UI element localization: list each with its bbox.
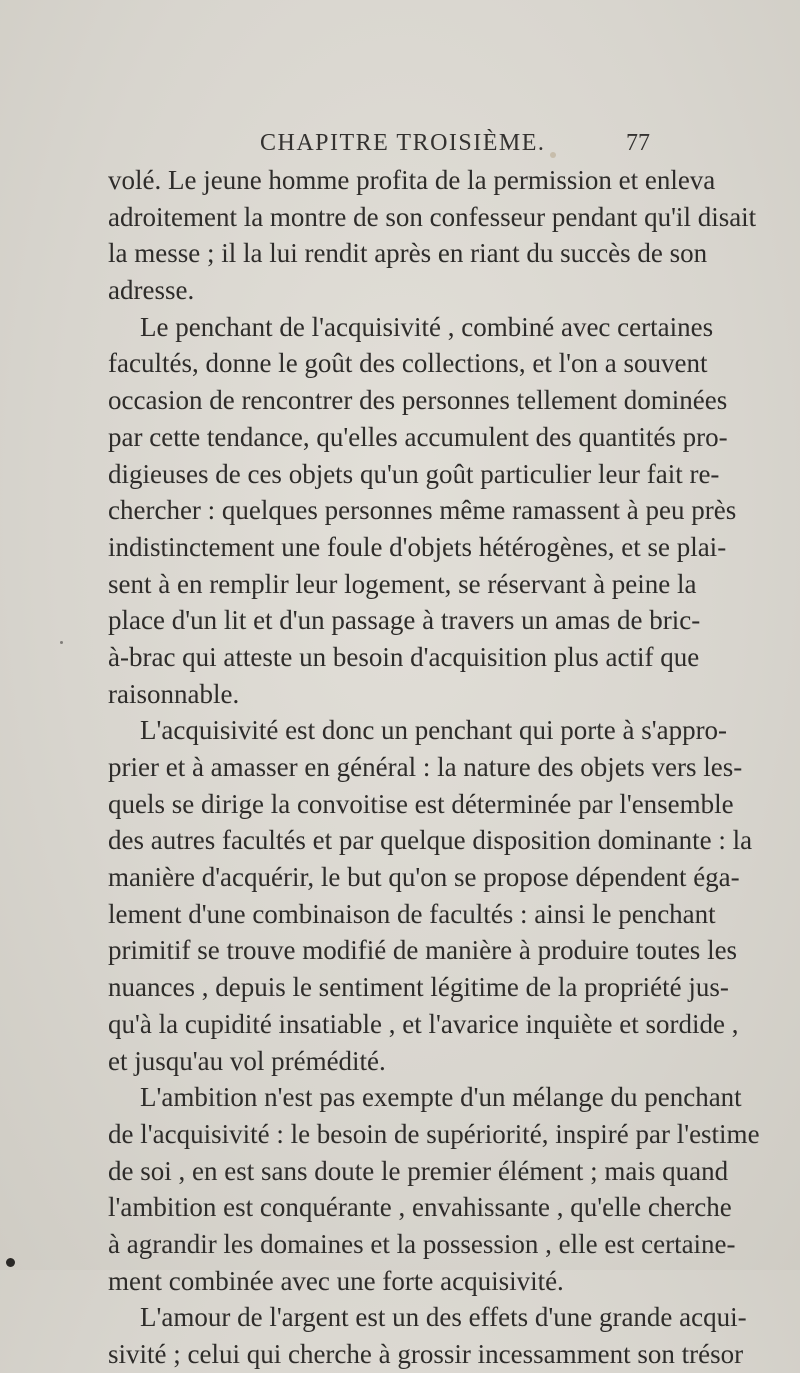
body-text	[108, 162, 760, 1373]
text-line: Le penchant de l'acquisivité , combiné avec certaines	[140, 311, 714, 342]
text-line: qu'à la cupidité insatiable , et l'avarice inquiète et sordide ,	[108, 1008, 739, 1039]
text-line: sent à en remplir leur logement, se réservant à peine la	[108, 568, 697, 599]
text-line: indistinctement une foule d'objets hétérogènes, et se plai-	[108, 531, 727, 562]
text-line: lement d'une combinaison de facultés : ainsi le penchant	[108, 898, 716, 929]
text-line: par cette tendance, qu'elles accumulent des quantités pro-	[108, 421, 728, 452]
text-line: occasion de rencontrer des personnes tellement dominées	[108, 385, 728, 416]
text-line: des autres facultés et par quelque disposition dominante : la	[108, 825, 753, 856]
running-head: CHAPITRE TROISIÈME.	[260, 130, 546, 156]
text-line: à-brac qui atteste un besoin d'acquisition plus actif que	[108, 641, 700, 672]
text-line: chercher : quelques personnes même ramassent à peu près	[108, 495, 737, 526]
text-line: adresse.	[108, 275, 195, 306]
page-number: 77	[626, 130, 650, 156]
text-line: volé. Le jeune homme profita de la permission et enleva	[108, 165, 716, 195]
ink-spot	[6, 1258, 15, 1267]
text-line: à agrandir les domaines et la possession , elle est certaine-	[108, 1228, 736, 1259]
text-line: L'acquisivité est donc un penchant qui porte à s'appro-	[140, 715, 728, 746]
text-line: de l'acquisivité : le besoin de supériorité, inspiré par l'estime	[108, 1118, 760, 1149]
text-line: sivité ; celui qui cherche à grossir incessamment son trésor	[108, 1339, 744, 1369]
text-line: place d'un lit et d'un passage à travers un amas de bric-	[108, 605, 701, 636]
text-line: nuances , depuis le sentiment légitime de la propriété jus-	[108, 972, 729, 1003]
text-line: L'amour de l'argent est un des effets d'une grande acqui-	[140, 1302, 747, 1333]
text-line: quels se dirige la convoitise est déterminée par l'ensemble	[108, 788, 734, 819]
text-line: et jusqu'au vol prémédité.	[108, 1045, 386, 1076]
text-line: ment combinée avec une forte acquisivité.	[108, 1265, 564, 1296]
text-line: de soi , en est sans doute le premier élément ; mais quand	[108, 1155, 729, 1186]
text-line: digieuses de ces objets qu'un goût particulier leur fait re-	[108, 458, 720, 489]
page-header	[108, 130, 650, 166]
ink-spot	[60, 641, 63, 644]
text-line: raisonnable.	[108, 678, 240, 709]
text-line: primitif se trouve modifié de manière à produire toutes les	[108, 935, 738, 966]
text-line: L'ambition n'est pas exempte d'un mélange du penchant	[140, 1082, 742, 1113]
text-line: prier et à amasser en général : la nature des objets vers les-	[108, 752, 743, 782]
ink-spot	[550, 152, 556, 158]
text-line: la messe ; il la lui rendit après en riant du succès de son	[108, 238, 708, 269]
text-line: facultés, donne le goût des collections, et l'on a souvent	[108, 348, 708, 379]
text-line: l'ambition est conquérante , envahissante , qu'elle cherche	[108, 1192, 732, 1223]
text-line: manière d'acquérir, le but qu'on se propose dépendent éga-	[108, 862, 740, 893]
text-line: adroitement la montre de son confesseur pendant qu'il disait	[108, 201, 757, 232]
